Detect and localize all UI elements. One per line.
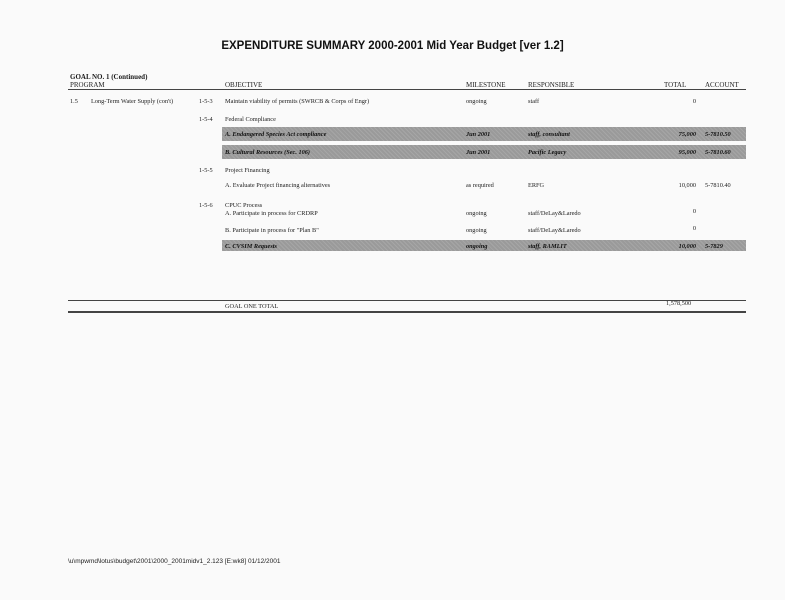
- row-objective: B. Participate in process for "Plan B": [225, 227, 319, 234]
- column-header-account: ACCOUNT: [705, 81, 739, 89]
- row-account: 5-7810.40: [705, 182, 731, 189]
- row-account: 5-7810.60: [705, 149, 731, 156]
- row-objective: A. Participate in process for CRDRP: [225, 210, 318, 217]
- row-total: 10,000: [678, 182, 696, 189]
- row-objective: A. Evaluate Project financing alternatives: [225, 182, 331, 189]
- row-total: 0: [692, 98, 696, 105]
- row-milestone: ongoing: [466, 98, 487, 105]
- row-responsible: staff/DeLay&Laredo: [528, 227, 581, 234]
- file-path-footer: \u\mpwmd\lotus\budget\2001\2000_2001midv1_2.123 [E:wk8] 01/12/2001: [68, 558, 281, 565]
- row-code: 1-5-3: [199, 98, 213, 105]
- column-header-total: TOTAL: [664, 81, 687, 89]
- row-code: 1-5-6: [199, 202, 213, 209]
- total-bottom-rule: [68, 311, 746, 313]
- row-total: 0: [692, 225, 696, 232]
- row-responsible: staff/DeLay&Laredo: [528, 210, 581, 217]
- row-milestone: ongoing: [466, 227, 487, 234]
- column-header-responsible: RESPONSIBLE: [528, 81, 575, 89]
- page-title: EXPENDITURE SUMMARY 2000-2001 Mid Year Budget [ver 1.2]: [221, 40, 564, 52]
- row-total: 10,000: [678, 243, 696, 250]
- row-objective: Federal Compliance: [225, 116, 276, 123]
- column-header-objective: OBJECTIVE: [225, 81, 263, 89]
- row-objective: Project Financing: [225, 167, 270, 174]
- row-account: 5-7810.50: [705, 131, 731, 138]
- row-total: 0: [692, 208, 696, 215]
- row-responsible: staff, consultant: [528, 131, 570, 138]
- goal-total-label: GOAL ONE TOTAL: [225, 303, 279, 310]
- program-name: Long-Term Water Supply (con't): [91, 98, 174, 105]
- total-top-rule: [68, 300, 746, 301]
- column-header-milestone: MILESTONE: [466, 81, 506, 89]
- row-responsible: ERFG: [528, 182, 545, 189]
- row-milestone: as required: [466, 182, 494, 189]
- row-milestone: ongoing: [466, 210, 487, 217]
- row-code: 1-5-5: [199, 167, 213, 174]
- row-code: 1-5-4: [199, 116, 213, 123]
- row-objective: A. Endangered Species Act compliance: [225, 131, 327, 138]
- program-code: 1.5: [70, 98, 78, 105]
- row-responsible: staff: [528, 98, 540, 105]
- row-milestone: Jun 2001: [466, 131, 491, 138]
- row-milestone: ongoing: [466, 243, 488, 250]
- row-responsible: Pacific Legacy: [528, 149, 567, 156]
- row-objective: Maintain viability of permits (SWRCB & Corps of Engr): [225, 98, 370, 105]
- column-header-program: PROGRAM: [70, 81, 105, 89]
- row-objective: B. Cultural Resources (Sec. 106): [225, 149, 311, 156]
- row-total: 95,000: [678, 149, 696, 156]
- goal-total-value: 1,578,500: [666, 300, 692, 307]
- goal-label: GOAL NO. 1 (Continued): [70, 73, 148, 81]
- row-total: 75,000: [678, 131, 696, 138]
- row-milestone: Jun 2001: [466, 149, 491, 156]
- row-objective: C. CVSIM Requests: [225, 243, 277, 250]
- header-rule: [68, 89, 746, 90]
- row-account: 5-7829: [705, 243, 723, 250]
- row-responsible: staff, RAMLIT: [528, 243, 567, 250]
- row-objective: CPUC Process: [225, 202, 263, 209]
